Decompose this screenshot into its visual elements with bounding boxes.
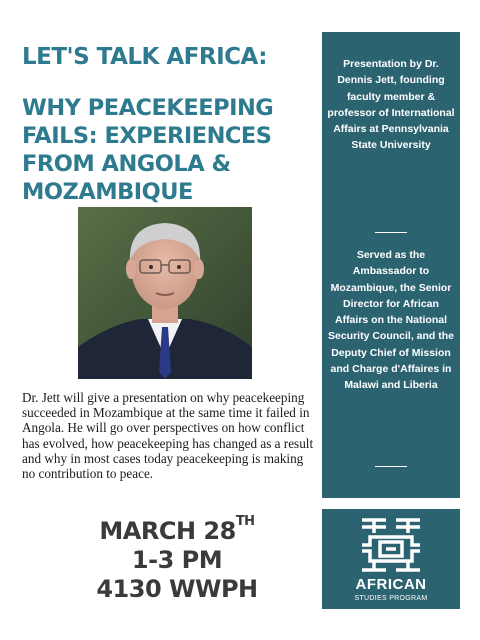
logo-name: AFRICAN bbox=[355, 576, 427, 593]
series-title: LET'S TALK AFRICA: bbox=[22, 44, 267, 70]
adinkra-emblem-icon bbox=[360, 517, 422, 578]
event-date-text: MARCH 28 bbox=[99, 517, 236, 545]
logo-subtitle: STUDIES PROGRAM bbox=[354, 595, 428, 602]
talk-description: Dr. Jett will give a presentation on why peacekeeping succeeded in Mozambique at the same time it failed in Angola. He will go over perspectives on how conflict has evolved, how peacekeeping has changed as a result and why in most cases today peacekeeping is making no contribution to peace. bbox=[22, 390, 314, 482]
divider bbox=[375, 466, 407, 467]
talk-title: WHY PEACEKEEPING FAILS: EXPERIENCES FROM ANGOLA & MOZAMBIQUE bbox=[22, 95, 274, 205]
event-date bbox=[62, 514, 292, 545]
african-studies-logo bbox=[322, 509, 460, 609]
event-date-suffix: TH bbox=[235, 514, 255, 529]
event-time: 1-3 PM bbox=[131, 546, 223, 574]
presenter-credentials: Presentation by Dr. Dennis Jett, founding faculty member & professor of International Affairs at Pennsylvania State University bbox=[327, 58, 455, 152]
speaker-portrait bbox=[78, 207, 252, 379]
event-location: 4130 WWPH bbox=[96, 575, 258, 603]
divider bbox=[375, 232, 407, 233]
presenter-background: Served as the Ambassador to Mozambique, the Senior Director for African Affairs on the National Security Council, and the Deputy Chief of Mission and Charge d'Affaires in Malawi and Liberia bbox=[327, 249, 455, 392]
speaker-bio-panel bbox=[322, 32, 460, 498]
